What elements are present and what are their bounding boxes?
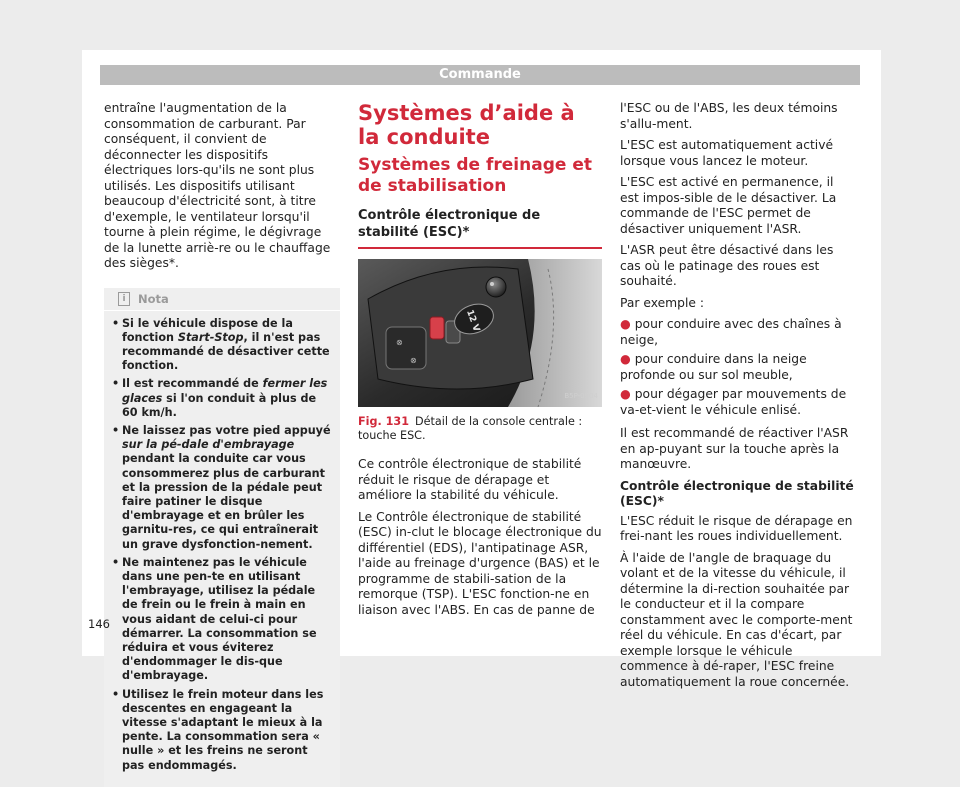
note-item: • Il est recommandé de fermer les glaces si l'on conduit à plus de 60 km/h. (112, 377, 332, 420)
figure-caption (358, 412, 602, 443)
svg-text:⊗: ⊗ (396, 338, 403, 347)
paragraph: Par exemple : (620, 295, 704, 310)
figure-esc-console (358, 259, 602, 407)
example-list (620, 317, 856, 418)
note-item: • Ne maintenez pas le véhicule dans une pen-te en utilisant l'embrayage, utilisez la pédale de frein ou le frein à main en vous aidant de celui-ci pour démarrer. La consommation se réduira et vous éviterez d'endommager le dis-que d'embrayage. (112, 556, 332, 684)
list-item: ● pour conduire avec des chaînes à neige, (620, 317, 842, 347)
note-item: • Ne laissez pas votre pied appuyé sur la pé-dale d'embrayage pendant la conduite car vous consommerez plus de carburant et la pression de la pédale peut faire patiner le disque d'embrayage et en brûler les garnitu-res, ce qui entraînerait un grave dysfonction-nement. (112, 424, 332, 552)
note-title: Nota (138, 291, 169, 306)
figure-code: B5P-0904 (564, 391, 598, 400)
note-list (104, 311, 340, 773)
paragraph: l'ESC ou de l'ABS, les deux témoins s'allu-ment. (620, 101, 838, 131)
paragraph: L'ASR peut être désactivé dans les cas où le patinage des roues est souhaité. (620, 243, 834, 288)
svg-text:⊗: ⊗ (410, 356, 417, 365)
paragraph: Le Contrôle électronique de stabilité (ESC) in-clut le blocage électronique du différentiel (EDS), l'antipatinage ASR, l'aide au freinage d'urgence (BAS) et le programme de stabili-sation de la remorque (TSP). L'ESC fonction-ne en liaison avec l'ABS. En cas de panne de (358, 509, 602, 617)
console-illustration (358, 259, 602, 407)
section-title: Systèmes d’aide à la conduite (358, 101, 575, 149)
column-middle (358, 101, 602, 624)
subsection-title: Systèmes de freinage et de stabilisation (358, 155, 592, 196)
column-right (620, 101, 856, 696)
paragraph: L'ESC est automatiquement activé lorsque vous lancez le moteur. (620, 138, 834, 168)
figure-number: Fig. 131 (358, 415, 409, 428)
paragraph: L'ESC réduit le risque de dérapage en frei-nant les roues individuellement. (620, 513, 853, 543)
paragraph: Il est recommandé de réactiver l'ASR en ap-puyant sur la touche après la manœuvre. (620, 426, 849, 471)
bullet-icon: ● (620, 387, 631, 401)
note-item: • Utilisez le frein moteur dans les descentes en engageant la vitesse s'adaptant le mieux à la pente. La consommation sera « nulle » et les freins ne seront pas endommagés. (112, 688, 332, 773)
subheading: Contrôle électronique de stabilité (ESC)* (620, 478, 854, 508)
paragraph: À l'aide de l'angle de braquage du volant et de la vitesse du véhicule, il détermine la di-rection souhaitée par le conducteur et il la compare constamment avec le comporte-ment réel du véhicule. En cas d'écart, par exemple lorsque le véhicule commence à dé-raper, l'ESC freine automatiquement la roue concernée. (620, 550, 853, 689)
knob-label: 12 V (464, 308, 482, 334)
item-title: Contrôle électronique de stabilité (ESC)* (358, 207, 602, 249)
figure-caption-text: Détail de la console centrale : touche ESC. (358, 415, 583, 442)
info-icon: i (118, 292, 130, 306)
list-item: ● pour conduire dans la neige profonde ou sur sol meuble, (620, 352, 807, 382)
note-box (104, 288, 340, 787)
bullet-icon: ● (620, 352, 631, 366)
paragraph: Ce contrôle électronique de stabilité réduit le risque de dérapage et améliore la stabilité du véhicule. (358, 457, 582, 502)
intro-paragraph: entraîne l'augmentation de la consommation de carburant. Par conséquent, il convient de déconnecter les dispositifs électriques lors-qu'ils ne sont plus utilisés. Les dispositifs utilisant beaucoup d'électricité sont, à titre d'exemple, le ventilateur lorsqu'il tourne à plein régime, le dégivrage de la lunette arriè-re ou le chauffage des sièges*. (104, 101, 331, 270)
running-header: Commande (100, 65, 860, 85)
note-header (104, 288, 340, 311)
list-item: ● pour dégager par mouvements de va-et-vient le véhicule enlisé. (620, 387, 847, 417)
paragraph: L'ESC est activé en permanence, il est impos-sible de le désactiver. La commande de l'ESC permet de désactiver uniquement l'ASR. (620, 175, 837, 236)
page-number: 146 (88, 617, 110, 631)
column-left (104, 101, 340, 787)
bullet-icon: ● (620, 317, 631, 331)
note-item: • Si le véhicule dispose de la fonction Start-Stop, il n'est pas recommandé de désactiver cette fonction. (112, 317, 332, 374)
